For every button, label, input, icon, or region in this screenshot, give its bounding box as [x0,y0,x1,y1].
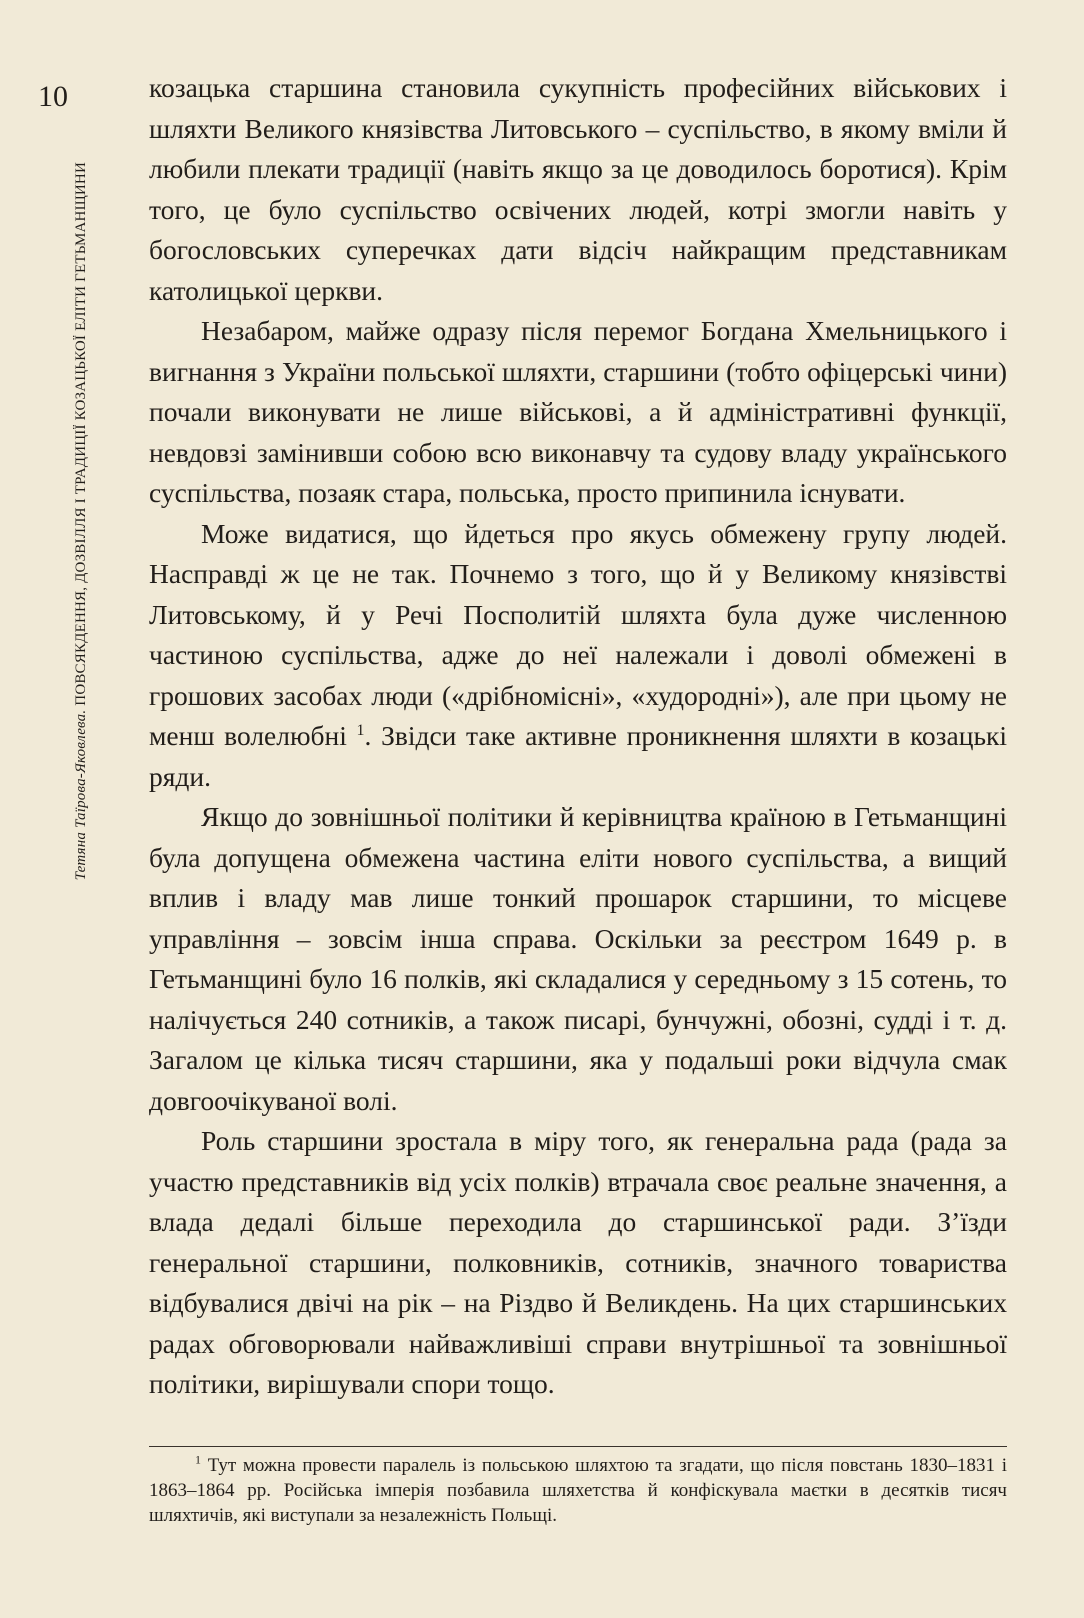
paragraph-text: Може видатися, що йдеться про якусь обмежену групу людей. Насправді ж це не так. Почнемо з того, що й у Великому князівстві Литовському, й у Речі Посполитій шляхта була дуже численною частиною суспільства, адже до неї належали і доволі обмежені в грошових засобах люди («дрібномісні», «худородні»), але при цьому не менш волелюбні [149,517,1007,751]
body-text [149,68,1007,1405]
footnote-reference-punctuation: . [364,720,372,751]
paragraph: Якщо до зовнішньої політики й керівництва країною в Гетьманщині була допущена обмежена частина еліти нового суспільства, а вищий вплив і владу мав лише тонкий прошарок старшини, то місцеве управління – зовсім інша справа. Оскільки за реєстром 1649 р. в Гетьманщині було 16 полків, які складалися у середньому з 15 сотень, то налічується 240 сотників, а також писарі, бунчужні, обозні, судді і т. д. Загалом це кілька тисяч старшини, яка у подальші роки відчула смак довгоочікуваної волі. [149,801,1007,1116]
running-head-author: Тетяна Таїрова-Яковлева. [73,709,89,881]
paragraph [149,514,1007,798]
paragraph: козацька старшина становила сукупність професійних військових і шляхти Великого князівства Литовського – суспільство, в якому вміли й любили плекати традиції (навіть якщо за це доводилось боротися). Крім того, це було суспільство освічених людей, котрі змогли навіть у богословських суперечках дати відсіч найкращим представникам католицької церкви. [149,72,1007,306]
paragraph: Незабаром, майже одразу після перемог Богдана Хмельницького і вигнання з України польської шляхти, старшини (тобто офіцерські чини) почали виконувати не лише військові, а й адміністративні функції, невдовзі замінивши собою всю виконавчу та судову владу українського суспільства, позаяк стара, польська, просто припинила існувати. [149,315,1007,508]
running-head [73,162,90,1092]
footnote-reference[interactable]: 1 [356,721,365,739]
page-number: 10 [38,80,68,113]
footnote-divider [149,1446,1007,1447]
running-head-title: ПОВСЯКДЕННЯ, ДОЗВІЛЛЯ І ТРАДИЦІЇ КОЗАЦЬКОЇ ЕЛІТИ ГЕТЬМАНЩИНИ [73,162,89,706]
paragraph: Роль старшини зростала в міру того, як генеральна рада (рада за участю представників від усіх полків) втрачала своє реальне значення, а влада дедалі більше переходила до старшинської ради. З’їзди генеральної старшини, полковників, сотників, значного товариства відбувалися двічі на рік – на Різдво й Великдень. На цих старшинських радах обговорювали найважливіші справи внутрішньої та зовнішньої політики, вирішували спори тощо. [149,1125,1007,1399]
paragraph-text: Звідси таке активне проникнення шляхти в козацькі ряди. [149,720,1007,792]
footnote-text: Тут можна провести паралель із польською шляхтою та згадати, що після повстань 1830–1831 і 1863–1864 рр. Російська імперія позбавила шляхетства й конфіскувала маєтки в десятків тисяч шляхтичів, які виступали за незалежність Польщі. [149,1455,1007,1526]
footnote [149,1453,1007,1528]
footnote-number: 1 [195,1452,201,1467]
